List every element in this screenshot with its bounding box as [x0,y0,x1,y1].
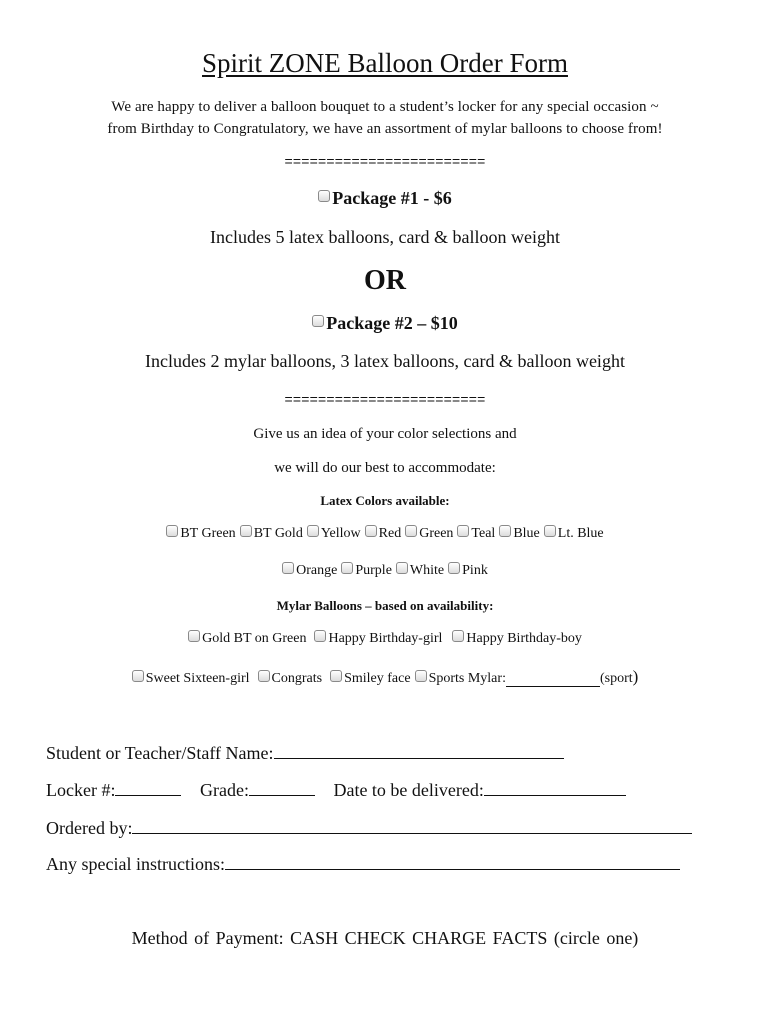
separator-top: ======================== [284,153,486,169]
ordered-by-row [46,817,692,839]
latex-option-bt-gold[interactable] [240,525,303,542]
ordered-by-blank[interactable] [132,817,692,834]
latex-colors-row-2 [0,562,770,579]
locker-grade-date-row [46,779,626,801]
package-1-description: Includes 5 latex balloons, card & balloon weight [210,227,560,247]
option-label: Happy Birthday-girl [328,631,443,646]
checkbox[interactable] [188,630,200,642]
checkbox[interactable] [314,630,326,642]
package-2-label: Package #2 – $10 [326,313,458,333]
option-label: BT Gold [253,526,303,541]
option-label: Pink [462,563,488,578]
latex-colors-heading: Latex Colors available: [320,493,450,508]
package-2-description: Includes 2 mylar balloons, 3 latex balloons, card & balloon weight [145,351,625,371]
package-2-option[interactable] [0,313,770,334]
latex-option-pink[interactable] [448,562,488,579]
checkbox[interactable] [307,525,319,537]
latex-option-purple[interactable] [341,562,392,579]
mylar-row-2 [0,667,770,687]
option-label: Red [378,526,402,541]
locker-field-label: Locker #: [46,780,116,800]
latex-option-lt-blue[interactable] [544,525,604,542]
color-prompt-line-1: Give us an idea of your color selections and [253,426,517,442]
checkbox[interactable] [240,525,252,537]
name-field-label: Student or Teacher/Staff Name: [46,743,274,763]
payment-method-line: Method of Payment: CASH CHECK CHARGE FACTS (circle one) [131,928,639,948]
option-label: Lt. Blue [557,526,604,541]
checkbox[interactable] [457,525,469,537]
mylar-balloons-heading: Mylar Balloons – based on availability: [276,598,494,613]
checkbox[interactable] [365,525,377,537]
option-label: Gold BT on Green [202,631,307,646]
option-label: Teal [471,526,496,541]
option-label: Orange [296,563,338,578]
package-1-option[interactable] [0,188,770,209]
checkbox[interactable] [499,525,511,537]
checkbox[interactable] [341,562,353,574]
checkbox[interactable] [132,670,144,682]
checkbox[interactable] [544,525,556,537]
ordered-by-label: Ordered by: [46,818,133,838]
checkbox[interactable] [166,525,178,537]
latex-option-red[interactable] [365,525,402,542]
latex-option-blue[interactable] [499,525,539,542]
name-field-blank[interactable] [274,742,564,759]
name-field-row [46,742,564,764]
option-label: Congrats [271,671,323,686]
option-label: Sweet Sixteen-girl [145,671,250,686]
option-label: Happy Birthday-boy [466,631,582,646]
mylar-option-gold-bt-on-green[interactable] [188,630,306,647]
checkbox[interactable] [396,562,408,574]
sports-mylar-label: Sports Mylar: [428,671,506,686]
checkbox[interactable] [448,562,460,574]
sports-mylar-blank[interactable] [506,670,600,687]
checkbox[interactable] [330,670,342,682]
separator-middle: ======================== [284,391,486,407]
option-label: Blue [513,526,540,541]
latex-option-yellow[interactable] [307,525,361,542]
checkbox[interactable] [415,670,427,682]
grade-field-blank[interactable] [249,779,315,796]
latex-colors-row-1 [0,525,770,542]
option-label: BT Green [180,526,236,541]
package-1-label: Package #1 - $6 [332,188,452,208]
intro-line-1: We are happy to deliver a balloon bouquet to a student’s locker for any special occasion ~ [111,99,659,115]
latex-option-bt-green[interactable] [166,525,235,542]
option-label: Yellow [320,526,361,541]
special-instructions-blank[interactable] [225,853,680,870]
option-label: Green [419,526,454,541]
date-field-label: Date to be delivered: [333,780,484,800]
checkbox[interactable] [258,670,270,682]
or-divider: OR [364,265,406,296]
option-label: White [409,563,445,578]
package-2-checkbox[interactable] [312,315,324,327]
option-label: Purple [355,563,392,578]
special-instructions-label: Any special instructions: [46,854,225,874]
mylar-option-sweet-sixteen-girl[interactable] [132,670,250,687]
color-prompt-line-2: we will do our best to accommodate: [274,460,496,476]
form-title: Spirit ZONE Balloon Order Form [202,48,568,78]
mylar-option-congrats[interactable] [258,670,323,687]
grade-field-label: Grade: [199,780,249,800]
latex-option-teal[interactable] [457,525,495,542]
mylar-option-happy-birthday-boy[interactable] [452,630,581,647]
intro-line-2: from Birthday to Congratulatory, we have an assortment of mylar balloons to choose from! [107,121,663,137]
checkbox[interactable] [452,630,464,642]
sports-mylar-paren: ) [632,667,639,686]
mylar-option-smiley-face[interactable] [330,670,410,687]
option-label: Smiley face [344,671,411,686]
sports-mylar-suffix: (sport [599,671,633,686]
mylar-option-happy-birthday-girl[interactable] [314,630,442,647]
mylar-option-sports[interactable] [415,667,639,687]
latex-option-white[interactable] [396,562,444,579]
special-instructions-row [46,853,680,875]
checkbox[interactable] [282,562,294,574]
mylar-row-1 [0,630,770,647]
latex-option-green[interactable] [405,525,453,542]
latex-option-orange[interactable] [282,562,337,579]
intro-text [0,96,770,140]
locker-field-blank[interactable] [115,779,181,796]
checkbox[interactable] [405,525,417,537]
package-1-checkbox[interactable] [318,190,330,202]
date-field-blank[interactable] [484,779,626,796]
